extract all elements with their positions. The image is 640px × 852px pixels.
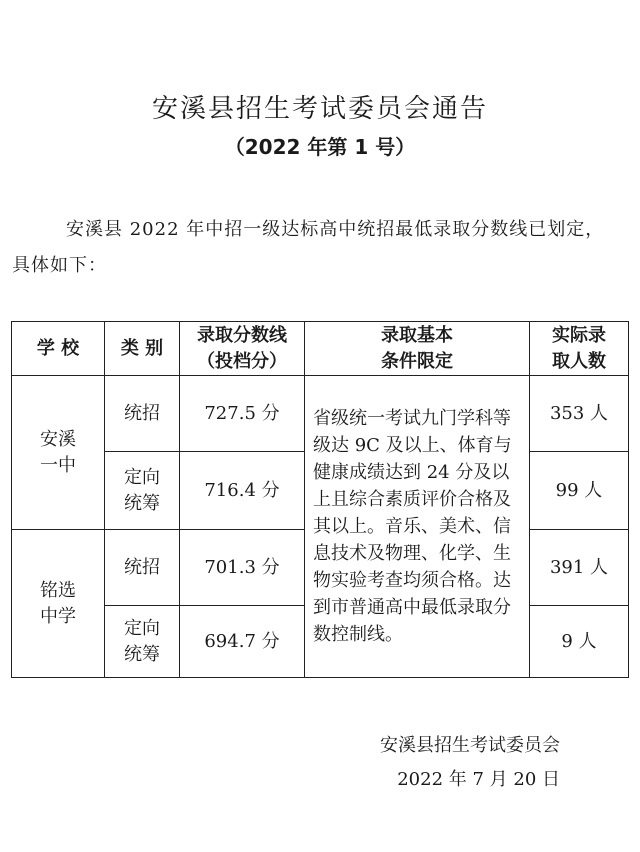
header-conditions (305, 322, 530, 376)
actual-count-cell: 99 人 (530, 452, 629, 530)
category-line2: 统筹 (124, 492, 160, 514)
header-conditions-line2: 条件限定 (381, 350, 453, 372)
header-school: 学 校 (12, 322, 105, 376)
actual-count-cell: 9 人 (530, 606, 629, 678)
header-score-line2: （投档分） (197, 350, 287, 372)
score-cell: 701.3 分 (180, 530, 305, 606)
score-cell: 694.7 分 (180, 606, 305, 678)
header-actual-line1: 实际录 (552, 324, 606, 346)
intro-paragraph: 安溪县 2022 年中招一级达标高中统招最低录取分数线已划定，具体如下： (12, 219, 605, 276)
header-actual-line2: 取人数 (552, 350, 606, 372)
school-name-line1: 铭选 (40, 579, 76, 601)
school-name-line2: 一中 (40, 454, 76, 476)
category-cell (105, 530, 180, 606)
header-category: 类 别 (105, 322, 180, 376)
school-name (12, 530, 105, 678)
header-actual (530, 322, 629, 376)
category-cell (105, 452, 180, 530)
actual-count-cell: 353 人 (530, 376, 629, 452)
category-cell (105, 606, 180, 678)
admission-score-table (11, 321, 629, 678)
category-line1: 定向 (124, 617, 160, 639)
category-line1: 定向 (124, 466, 160, 488)
category-line2: 统筹 (124, 643, 160, 665)
score-cell: 727.5 分 (180, 376, 305, 452)
category-line1: 统招 (124, 556, 160, 578)
issuer-signature: 安溪县招生考试委员会 (380, 735, 560, 756)
score-cell: 716.4 分 (180, 452, 305, 530)
issue-date: 2022 年 7 月 20 日 (397, 769, 560, 790)
notice-title: 安溪县招生考试委员会通告 (151, 94, 488, 124)
school-name-line1: 安溪 (40, 428, 76, 450)
conditions-cell: 省级统一考试九门学科等级达 9C 及以上、体育与健康成绩达到 24 分及以上且综合素质评价合格及其以上。音乐、美术、信息技术及物理、化学、生物实验考查均须合格。达到市普通高中最低录取分数控制线。 (305, 376, 530, 678)
actual-count-cell: 391 人 (530, 530, 629, 606)
header-score (180, 322, 305, 376)
category-line1: 统招 (124, 402, 160, 424)
table-header-row (12, 322, 629, 376)
table-row (12, 376, 629, 452)
school-name-line2: 中学 (40, 605, 76, 627)
header-score-line1: 录取分数线 (197, 324, 287, 346)
school-name (12, 376, 105, 530)
header-conditions-line1: 录取基本 (381, 324, 453, 346)
notice-number: （2022 年第 1 号） (224, 135, 416, 159)
category-cell (105, 376, 180, 452)
